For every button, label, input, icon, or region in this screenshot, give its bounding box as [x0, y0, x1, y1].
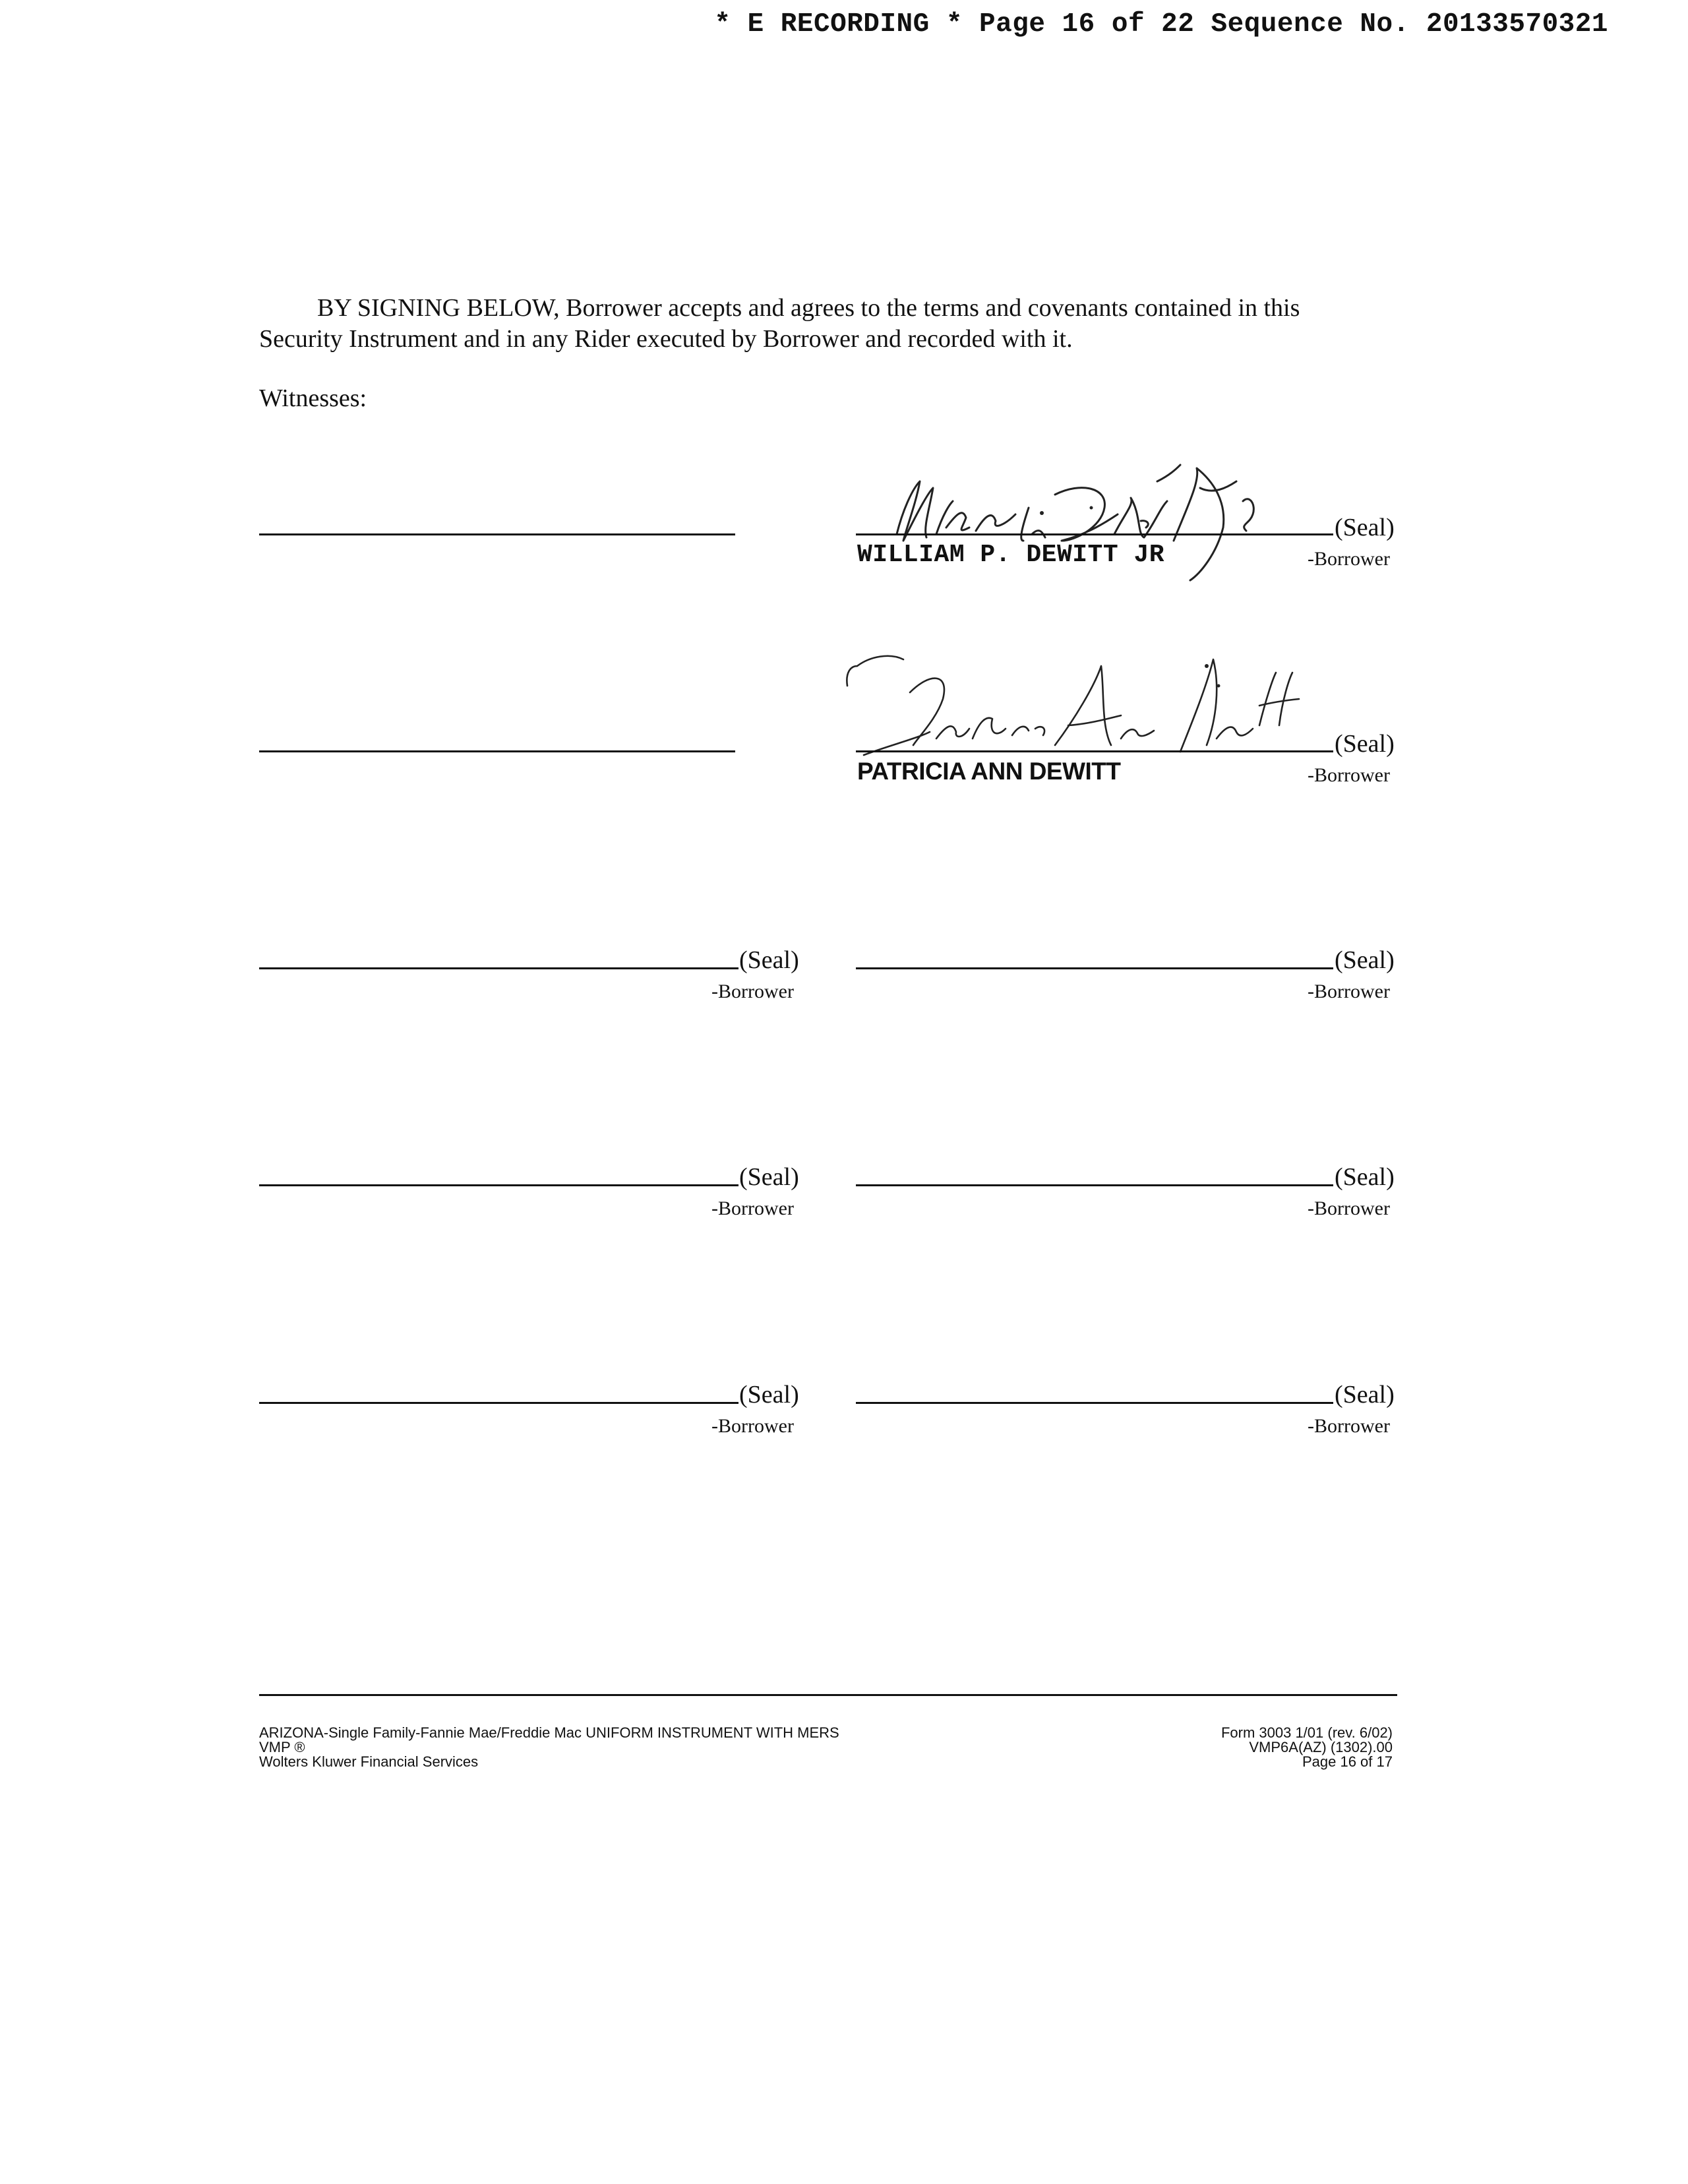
- seal-label-borrower-2: (Seal): [1335, 730, 1395, 758]
- borrower-label-blank-left-3: -Borrower: [711, 1415, 794, 1437]
- signature-line-blank-right-2: [856, 1184, 1333, 1186]
- seal-label-blank-right-1: (Seal): [1335, 946, 1395, 974]
- signature-line-blank-left-1: [259, 967, 738, 969]
- signature-line-borrower-2: [856, 750, 1333, 752]
- footer-divider: [259, 1694, 1397, 1696]
- signature-line-blank-right-3: [856, 1402, 1333, 1404]
- form-number: Form 3003 1/01 (rev. 6/02): [1221, 1724, 1393, 1741]
- form-page-number: Page 16 of 17: [1302, 1753, 1393, 1770]
- seal-label-blank-left-1: (Seal): [739, 946, 799, 974]
- borrower-label-blank-left-2: -Borrower: [711, 1198, 794, 1219]
- signature-line-blank-left-3: [259, 1402, 738, 1404]
- seal-label-blank-left-3: (Seal): [739, 1381, 799, 1409]
- form-footer-left: [259, 1726, 839, 1769]
- signing-statement: [259, 293, 1397, 355]
- printed-name-patricia-dewitt: PATRICIA ANN DEWITT: [857, 758, 1121, 785]
- vmp-mark: VMP ®: [259, 1739, 305, 1755]
- witnesses-label: Witnesses:: [259, 384, 367, 412]
- recording-header: * E RECORDING * Page 16 of 22 Sequence No. 20133570321: [714, 9, 1608, 40]
- borrower-label-1: -Borrower: [1308, 548, 1390, 570]
- signing-statement-line-1: BY SIGNING BELOW, Borrower accepts and agrees to the terms and covenants contained in this: [317, 294, 1300, 322]
- signature-line-blank-left-2: [259, 1184, 738, 1186]
- seal-label-borrower-1: (Seal): [1335, 514, 1395, 541]
- witness-signature-line-2: [259, 750, 735, 752]
- signature-line-borrower-1: [856, 533, 1333, 535]
- form-footer-right: [1221, 1726, 1393, 1769]
- seal-label-blank-left-2: (Seal): [739, 1163, 799, 1191]
- signing-statement-line-2: Security Instrument and in any Rider executed by Borrower and recorded with it.: [259, 325, 1073, 353]
- seal-label-blank-right-3: (Seal): [1335, 1381, 1395, 1409]
- borrower-label-blank-right-3: -Borrower: [1308, 1415, 1390, 1437]
- form-title: ARIZONA-Single Family-Fannie Mae/Freddie Mac UNIFORM INSTRUMENT WITH MERS: [259, 1724, 839, 1741]
- printed-name-william-dewitt: WILLIAM P. DEWITT JR: [857, 541, 1165, 569]
- form-code: VMP6A(AZ) (1302).00: [1249, 1739, 1393, 1755]
- borrower-label-blank-right-2: -Borrower: [1308, 1198, 1390, 1219]
- signature-line-blank-right-1: [856, 967, 1333, 969]
- publisher-name: Wolters Kluwer Financial Services: [259, 1753, 479, 1770]
- borrower-label-blank-left-1: -Borrower: [711, 981, 794, 1002]
- witness-signature-line-1: [259, 533, 735, 535]
- borrower-label-2: -Borrower: [1308, 764, 1390, 786]
- seal-label-blank-right-2: (Seal): [1335, 1163, 1395, 1191]
- borrower-label-blank-right-1: -Borrower: [1308, 981, 1390, 1002]
